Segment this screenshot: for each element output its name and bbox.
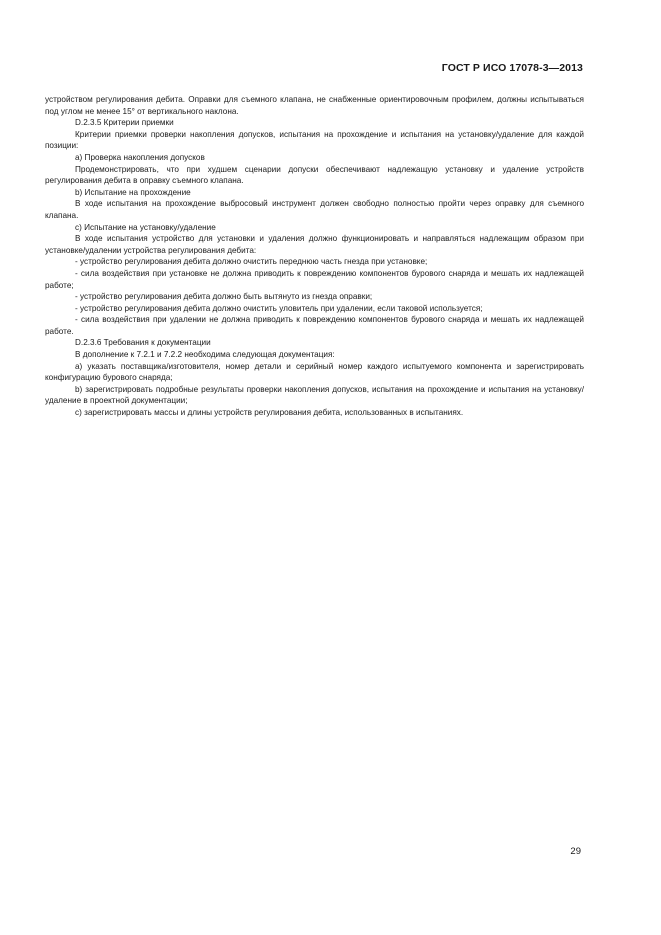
bullet-item: - сила воздействия при удалении не должна приводить к повреждению компонентов бурового снаряда и мешать их надлежащей работе. (45, 315, 584, 336)
bullet-item: - устройство регулирования дебита должно очистить уловитель при удалении, если таковой используется; (75, 303, 483, 313)
page-number: 29 (570, 846, 581, 857)
list-item-c: c) зарегистрировать массы и длины устройств регулирования дебита, использованных в испытаниях. (75, 408, 464, 418)
bullet-item: - устройство регулирования дебита должно быть вытянуто из гнезда оправки; (75, 292, 373, 302)
paragraph-3: Критерии приемки проверки накопления допусков, испытания на прохождение и испытания на установку/удаление для каждой позиции: (45, 129, 584, 151)
document-body (45, 94, 584, 419)
section-heading-d235: D.2.3.5 Критерии приемки (75, 118, 174, 128)
paragraph-1: устройством регулирования дебита. Оправки для съемного клапана, не снабженные ориентировочным профилем, должны испытываться под углом не менее 15° от вертикального наклона. (45, 95, 584, 116)
list-item-b-heading: b) Испытание на прохождение (75, 187, 191, 197)
list-item-b: b) зарегистрировать подробные результаты проверки накопления допусков, испытания на прохождение и испытания на установку/удаление в проектной документации; (45, 384, 584, 406)
paragraph-7: В ходе испытания на прохождение выбросовый инструмент должен свободно полностью пройти через оправку для съемного клапана. (45, 199, 584, 220)
section-heading-d236: D.2.3.6 Требования к документации (75, 338, 211, 348)
bullet-item: - сила воздействия при установке не должна приводить к повреждению компонентов бурового снаряда и мешать их надлежащей работе; (45, 268, 584, 290)
paragraph-16: В дополнение к 7.2.1 и 7.2.2 необходима следующая документация: (75, 350, 335, 360)
document-header: ГОСТ Р ИСО 17078-3—2013 (441, 62, 583, 74)
list-item-a-heading: a) Проверка накопления допусков (75, 152, 205, 162)
list-item-c-heading: c) Испытание на установку/удаление (75, 222, 216, 232)
paragraph-5: Продемонстрировать, что при худшем сценарии допуски обеспечивают надлежащую установку и удаление устройств регулирования дебита в оправку съемного клапана. (45, 164, 584, 186)
list-item-a: a) указать поставщика/изготовителя, номер детали и серийный номер каждого испытуемого компонента и зарегистрировать конфигурацию бурового снаряда; (45, 361, 584, 383)
bullet-item: - устройство регулирования дебита должно очистить переднюю часть гнезда при установке; (75, 257, 428, 267)
paragraph-9: В ходе испытания устройство для установки и удаления должно функционировать и направляться надлежащим образом при установке/удалении устройства регулирования дебита: (45, 234, 584, 255)
